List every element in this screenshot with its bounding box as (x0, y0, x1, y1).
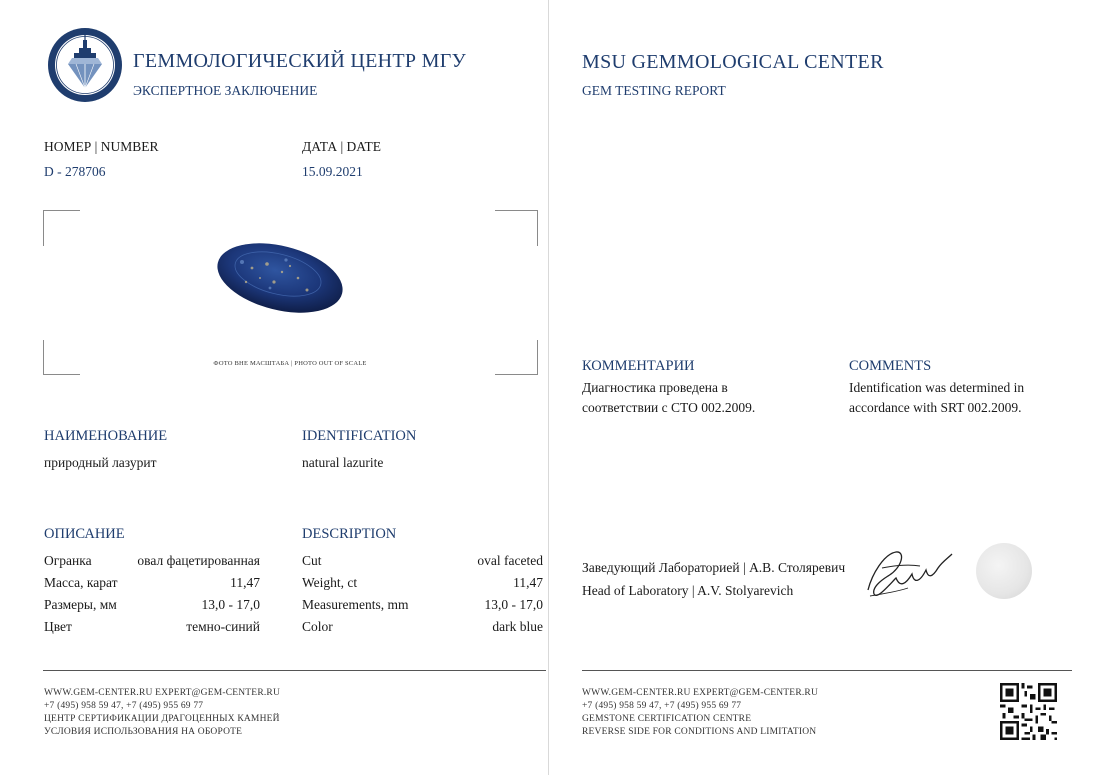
spec-label-ru: Масса, карат (44, 575, 118, 590)
description-heading-en: DESCRIPTION (302, 526, 397, 542)
date-label: ДАТА | DATE (302, 139, 382, 154)
date-value: 15.09.2021 (302, 164, 363, 179)
head-of-lab-en: Head of Laboratory | A.V. Stolyarevich (582, 583, 794, 598)
footer-right (582, 687, 818, 739)
msu-logo-icon (46, 26, 124, 104)
footer-left (44, 687, 280, 739)
page-fold-line (548, 0, 549, 775)
spec-label-ru: Цвет (44, 619, 72, 634)
spec-value-en: dark blue (492, 619, 543, 634)
signature-icon (862, 544, 954, 602)
qr-code-icon[interactable] (1000, 683, 1057, 740)
footer-contacts-phone: +7 (495) 958 59 47, +7 (495) 955 69 77 (582, 701, 742, 711)
spec-value-en: 13,0 - 17,0 (484, 597, 543, 612)
identification-heading-ru: НАИМЕНОВАНИЕ (44, 428, 168, 444)
comments-heading-ru: КОММЕНТАРИИ (582, 358, 695, 374)
spec-label-en: Color (302, 619, 333, 634)
photo-corner-bottom-left (43, 340, 80, 375)
footer-contacts-web: WWW.GEM-CENTER.RU EXPERT@GEM-CENTER.RU (44, 688, 281, 698)
identification-heading-en: IDENTIFICATION (302, 428, 417, 444)
photo-corner-top-right (495, 210, 538, 246)
spec-value-en: 11,47 (513, 575, 543, 590)
identification-value-ru: природный лазурит (44, 455, 157, 470)
footer-divider-left (43, 670, 546, 671)
doc-title-ru: ЭКСПЕРТНОЕ ЗАКЛЮЧЕНИЕ (133, 83, 318, 98)
org-title-en: MSU GEMMOLOGICAL CENTER (582, 51, 884, 73)
gemstone-photo (212, 238, 348, 326)
spec-value-en: oval faceted (477, 553, 543, 568)
footer-conditions-note: REVERSE SIDE FOR CONDITIONS AND LIMITATION (582, 727, 817, 737)
identification-value-en: natural lazurite (302, 455, 384, 470)
footer-conditions-note: УСЛОВИЯ ИСПОЛЬЗОВАНИЯ НА ОБОРОТЕ (44, 727, 243, 737)
spec-value-ru: 11,47 (230, 575, 260, 590)
footer-contacts-phone: +7 (495) 958 59 47, +7 (495) 955 69 77 (44, 701, 204, 711)
footer-center-name: ЦЕНТР СЕРТИФИКАЦИИ ДРАГОЦЕННЫХ КАМНЕЙ (44, 714, 280, 724)
org-title-ru: ГЕММОЛОГИЧЕСКИЙ ЦЕНТР МГУ (133, 50, 467, 72)
spec-label-en: Weight, ct (302, 575, 358, 590)
number-label: НОМЕР | NUMBER (44, 139, 159, 154)
spec-value-ru: 13,0 - 17,0 (201, 597, 260, 612)
spec-label-ru: Размеры, мм (44, 597, 117, 612)
stamp-icon (976, 543, 1032, 599)
number-value: D - 278706 (44, 164, 106, 179)
head-of-lab-ru: Заведующий Лабораторией | А.В. Столяревич (582, 560, 846, 575)
photo-corner-bottom-right (495, 340, 538, 375)
spec-value-ru: темно-синий (186, 619, 260, 634)
comments-line1-ru: Диагностика проведена в (582, 380, 728, 395)
description-heading-ru: ОПИСАНИЕ (44, 526, 125, 542)
photo-caption: ФОТО ВНЕ МАСШТАБА | PHOTO OUT OF SCALE (213, 360, 367, 367)
comments-line2-ru: соответствии с СТО 002.2009. (582, 400, 756, 415)
footer-center-name: GEMSTONE CERTIFICATION CENTRE (582, 714, 752, 724)
spec-label-ru: Огранка (44, 553, 92, 568)
footer-divider-right (582, 670, 1072, 671)
comments-heading-en: COMMENTS (849, 358, 932, 374)
spec-label-en: Cut (302, 553, 322, 568)
comments-line2-en: accordance with SRT 002.2009. (849, 400, 1022, 415)
footer-contacts-web: WWW.GEM-CENTER.RU EXPERT@GEM-CENTER.RU (582, 688, 819, 698)
spec-value-ru: овал фацетированная (137, 553, 260, 568)
comments-line1-en: Identification was determined in (849, 380, 1025, 395)
photo-corner-top-left (43, 210, 80, 246)
spec-label-en: Measurements, mm (302, 597, 409, 612)
doc-title-en: GEM TESTING REPORT (582, 83, 726, 98)
